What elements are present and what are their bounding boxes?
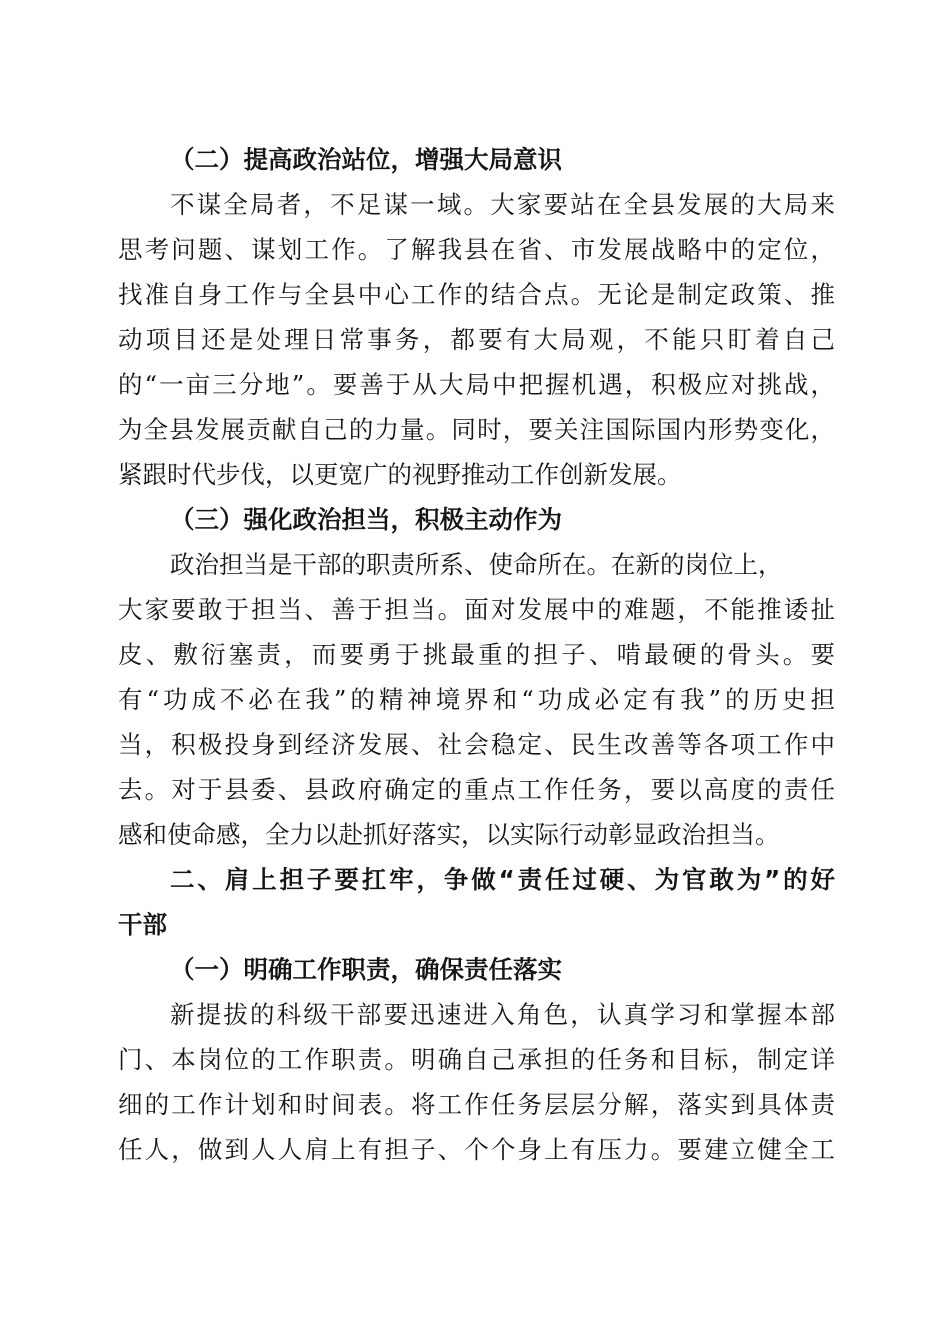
paragraph-line: 门、本岗位的工作职责。明确自己承担的任务和目标，制定详	[118, 1045, 835, 1074]
paragraph-line: 有“功成不必在我”的精神境界和“功成必定有我”的历史担	[118, 685, 835, 714]
part-heading-line: 干部	[118, 910, 167, 939]
paragraph-line: 任人，做到人人肩上有担子、个个身上有压力。要建立健全工	[118, 1135, 835, 1164]
paragraph-line: 细的工作计划和时间表。将工作任务层层分解，落实到具体责	[118, 1090, 835, 1119]
paragraph-line: 思考问题、谋划工作。了解我县在省、市发展战略中的定位，	[118, 235, 835, 264]
paragraph-line: 动项目还是处理日常事务，都要有大局观，不能只盯着自己	[118, 325, 835, 354]
section-improve-political-standing	[118, 137, 835, 497]
section-heading: （二）提高政治站位，增强大局意识	[170, 145, 562, 174]
paragraph	[118, 182, 835, 497]
paragraph-line: 的“一亩三分地”。要善于从大局中把握机遇，积极应对挑战，	[118, 370, 835, 399]
paragraph-line: 不谋全局者，不足谋一域。大家要站在全县发展的大局来	[170, 190, 835, 219]
section-heading: （三）强化政治担当，积极主动作为	[170, 505, 562, 534]
document-body	[118, 137, 835, 1172]
paragraph	[118, 542, 835, 857]
paragraph-line: 为全县发展贡献自己的力量。同时，要关注国际国内形势变化，	[118, 415, 835, 444]
section-strengthen-political-responsibility	[118, 497, 835, 857]
paragraph	[118, 992, 835, 1172]
paragraph-line: 去。对于县委、县政府确定的重点工作任务，要以高度的责任	[118, 775, 835, 804]
part-heading-line: 二、肩上担子要扛牢，争做“责任过硬、为官敢为”的好	[170, 865, 835, 894]
part-heading	[118, 857, 835, 947]
paragraph-line: 大家要敢于担当、善于担当。面对发展中的难题，不能推诿扯	[118, 595, 835, 624]
paragraph-line: 政治担当是干部的职责所系、使命所在。在新的岗位上，	[170, 550, 783, 579]
section-heading: （一）明确工作职责，确保责任落实	[170, 955, 562, 984]
paragraph-line: 新提拔的科级干部要迅速进入角色，认真学习和掌握本部	[170, 1000, 835, 1029]
paragraph-line: 找准自身工作与全县中心工作的结合点。无论是制定政策、推	[118, 280, 835, 309]
paragraph-line: 感和使命感，全力以赴抓好落实，以实际行动彰显政治担当。	[118, 820, 780, 849]
paragraph-line: 紧跟时代步伐，以更宽广的视野推动工作创新发展。	[118, 460, 682, 489]
section-clarify-job-duties	[118, 947, 835, 1172]
paragraph-line: 皮、敷衍塞责，而要勇于挑最重的担子、啃最硬的骨头。要	[118, 640, 835, 669]
paragraph-line: 当，积极投身到经济发展、社会稳定、民生改善等各项工作中	[118, 730, 835, 759]
